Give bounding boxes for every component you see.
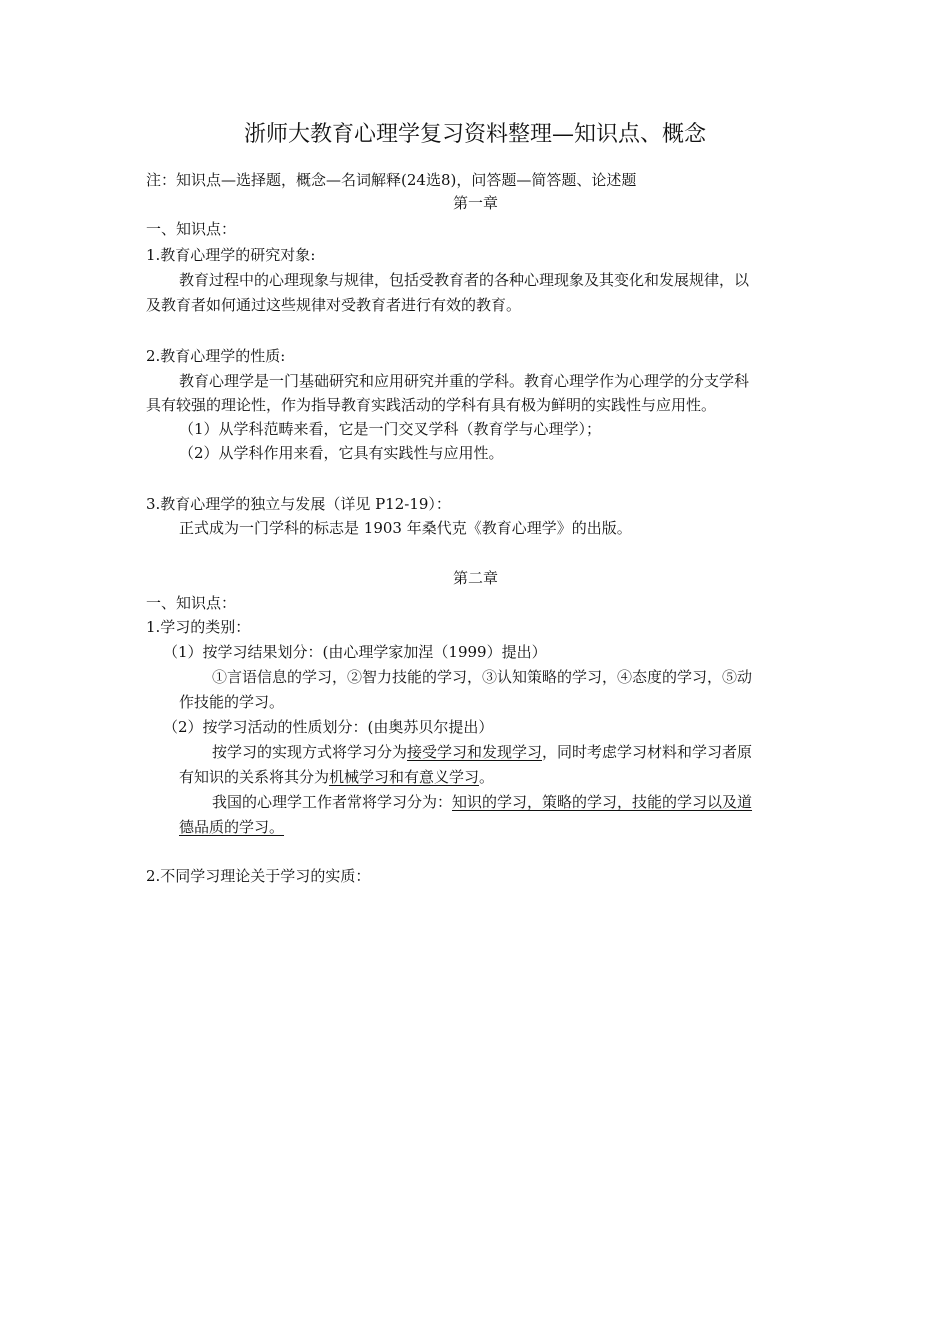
- underlined-term: 知识的学习，策略的学习，技能的学习以及道: [452, 793, 753, 811]
- document-title: 浙师大教育心理学复习资料整理—知识点、概念: [244, 122, 707, 147]
- item-3-text-line: 正式成为一门学科的标志是 1903 年桑代克《教育心理学》的出版。: [179, 519, 632, 537]
- item-2-heading: 2.教育心理学的性质:: [146, 347, 286, 365]
- ch2-sub-1-heading: （1）按学习结果划分：(由心理学家加涅（1999）提出）: [163, 643, 547, 661]
- item-3-heading: 3.教育心理学的独立与发展（详见 P12-19）：: [146, 495, 451, 513]
- ch2-sub-2-text-line: [212, 792, 752, 812]
- item-2-point: （2）从学科作用来看，它具有实践性与应用性。: [179, 444, 504, 462]
- chapter-2-heading: 第二章: [453, 569, 499, 587]
- item-1-heading: 1.教育心理学的研究对象:: [146, 246, 316, 264]
- item-2-point: （1）从学科范畴来看，它是一门交叉学科（教育学与心理学）；: [179, 420, 602, 438]
- ch2-sub-2-text-line: [179, 817, 284, 837]
- item-1-text-line: 教育过程中的心理现象与规律，包括受教育者的各种心理现象及其变化和发展规律，以: [179, 271, 750, 289]
- item-2-text-line: 具有较强的理论性，作为指导教育实践活动的学科有具有极为鲜明的实践性与应用性。: [146, 396, 717, 414]
- ch2-item-1-heading: 1.学习的类别：: [146, 618, 251, 636]
- ch2-sub-2-text-line: [179, 767, 494, 787]
- ch2-item-2-heading: 2.不同学习理论关于学习的实质：: [146, 867, 371, 885]
- item-2-text-line: 教育心理学是一门基础研究和应用研究并重的学科。教育心理学作为心理学的分支学科: [179, 372, 750, 390]
- text-fragment: 有知识的关系将其分为: [179, 768, 330, 786]
- text-fragment: 。: [479, 768, 495, 786]
- underlined-term: 德品质的学习。: [179, 818, 285, 836]
- exam-note: 注：知识点—选择题，概念—名词解释(24选8)，问答题—简答题、论述题: [146, 171, 637, 189]
- ch2-sub-1-text-line: 作技能的学习。: [179, 693, 285, 711]
- item-1-text-line: 及教育者如何通过这些规律对受教育者进行有效的教育。: [146, 296, 522, 314]
- chapter-1-section-heading: 一、知识点：: [146, 220, 237, 238]
- ch2-sub-2-heading: （2）按学习活动的性质划分：(由奥苏贝尔提出）: [163, 718, 494, 736]
- ch2-sub-1-text-line: ①言语信息的学习，②智力技能的学习，③认知策略的学习，④态度的学习，⑤动: [212, 668, 753, 686]
- ch2-sub-2-text-line: [212, 742, 752, 762]
- chapter-2-section-heading: 一、知识点：: [146, 594, 237, 612]
- underlined-term: 机械学习和有意义学习: [329, 768, 480, 786]
- text-fragment: 我国的心理学工作者常将学习分为：: [212, 793, 453, 811]
- chapter-1-heading: 第一章: [453, 194, 499, 212]
- underlined-term: 接受学习和发现学习: [407, 743, 543, 761]
- text-fragment: 按学习的实现方式将学习分为: [212, 743, 408, 761]
- text-fragment: ，同时考虑学习材料和学习者原: [542, 743, 753, 761]
